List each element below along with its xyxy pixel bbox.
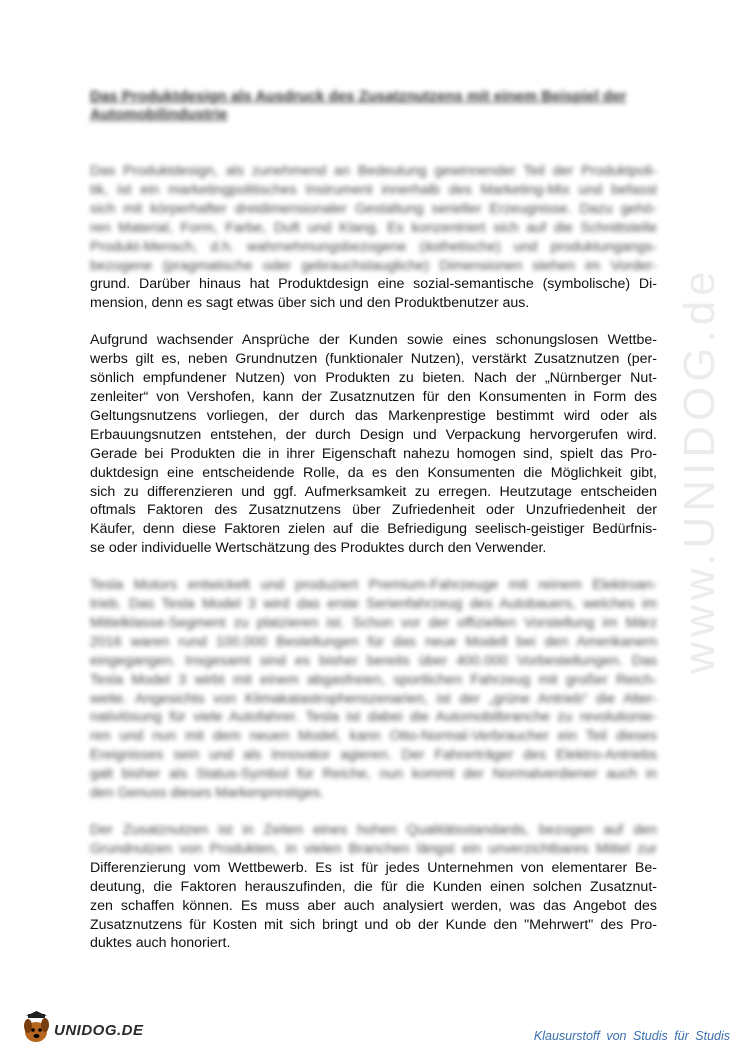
document-title: Das Produktdesign als Ausdruck des Zusatznutzens mit einem Beispiel der Automobilindustrie	[90, 88, 627, 123]
text-line: galt bisher als Status-Symbol für Reiche, nun kommt der Normalverdiener auch in	[90, 766, 657, 783]
unidog-logo[interactable]	[20, 1010, 160, 1046]
paragraph-intro	[90, 162, 657, 313]
text-line: se oder individuelle Wertschätzung des Produktes durch den Verwender.	[90, 540, 547, 557]
paragraph-tesla	[90, 576, 657, 803]
text-line: bezogene (pragmatische oder gebrauchstaugliche) Dimensionen stehen im Vorder-	[90, 257, 657, 274]
dog-mascot-icon	[20, 1010, 56, 1046]
blurred-section	[90, 162, 657, 275]
text-line: nativlösung für viele Autofahrer. Tesla ist dabei die Automobilbranche zu revolutionie-	[90, 709, 657, 726]
text-line: Grundnutzen von Produkten, in vielen Branchen längst ein unverzichtbares Mittel zur	[90, 840, 657, 857]
text-line: deutung, die Faktoren herauszufinden, die für die Kunden einen solchen Zusatznut-	[90, 878, 657, 895]
watermark: www.UNIDOG.de	[675, 266, 724, 674]
text-line: zen schaffen können. Es muss aber auch analysiert werden, was das Angebot des	[90, 897, 657, 914]
text-line: sich zu differenzieren und ggf. Aufmerksamkeit zu erregen. Heutzutage entscheiden	[90, 483, 657, 500]
text-line: Produkt-Mensch, d.h. wahrnehmungsbezogene (ästhetische) und produktungangs-	[90, 238, 657, 255]
text-line: Ereignisses sein und als Innovator agieren. Der Fahrerträger des Elektro-Antriebs	[90, 747, 657, 764]
footer-tagline: Klausurstoff von Studis für Studis	[533, 1029, 730, 1043]
text-line: Mittelklasse-Segment zu platzieren ist. Schon vor der offiziellen Vorstellung im März	[90, 614, 657, 631]
text-line: trieb. Das Tesla Model 3 wird das erste Serienfahrzeug des Autobauers, welches im	[90, 596, 657, 613]
text-line: duktdesign eine entscheidende Rolle, da es den Konsumenten die Möglichkeit gibt,	[90, 464, 657, 481]
text-line: Das Produktdesign, als zunehmend an Bedeutung gewinnender Teil der Produktpoli-	[90, 163, 657, 179]
visible-section	[90, 275, 657, 313]
visible-section	[90, 331, 657, 558]
text-line: oftmals Faktoren des Zusatznutzens über Zufriedenheit oder Unzufriedenheit der	[90, 502, 657, 519]
text-line: weite. Angesichts von Klimakatastrophenszenarien, ist der „grüne Antrieb“ die Alter-	[90, 690, 657, 707]
text-line: Tesla Motors entwickelt und produziert Premium-Fahrzeuge mit reinem Elektroan-	[90, 577, 657, 594]
text-line: duktes auch honoriert.	[90, 935, 231, 952]
blurred-section	[90, 821, 657, 859]
text-line: Gerade bei Produkten die in ihrer Eigenschaft nahezu homogen sind, spielt das Pro-	[90, 445, 657, 462]
text-line: Zusatznutzens für Kosten mit sich bringt und ob der Kunde den "Mehrwert" des Pro-	[90, 916, 657, 933]
text-line: Der Zusatznutzen ist in Zeiten eines hohen Qualitätsstandards, bezogen auf den	[90, 822, 657, 838]
text-line: sönlich empfundener Nutzen) von Produkten zu bieten. Nach der „Nürnberger Nut-	[90, 370, 657, 387]
text-line: ren Material, Form, Farbe, Duft und Klang. Es konzentriert sich auf die Schnittstelle	[90, 219, 657, 236]
text-line: eingegangen. Insgesamt sind es bisher bereits über 400.000 Vorbestellungen. Das	[90, 652, 657, 669]
text-line: zenleiter“ von Vershofen, kann der Zusatznutzen für den Konsumenten in Form des	[90, 388, 657, 405]
text-line: ren und nun mit dem neuen Model, kann Otto-Normal-Verbraucher ein Teil dieses	[90, 728, 657, 745]
text-line: sich mit körperhafter dreidimensionaler Gestaltung serieller Erzeugnisse. Dazu gehö-	[90, 200, 657, 217]
text-line: 2016 waren rund 100.000 Bestellungen für das neue Modell bei den Amerikanern	[90, 633, 657, 650]
text-line: den Genuss dieses Markenprestiges.	[90, 785, 325, 802]
blurred-section	[90, 576, 657, 803]
logo-text: UNIDOG.DE	[54, 1022, 144, 1039]
text-line: mension, denn es sagt etwas über sich und den Produktbenutzer aus.	[90, 295, 530, 312]
paragraph-conclusion	[90, 821, 657, 953]
text-line: Käufer, denn diese Faktoren zielen auf die Befriedigung seelisch-geistiger Bedürfnis-	[90, 521, 657, 538]
text-line: grund. Darüber hinaus hat Produktdesign eine sozial-semantische (symbolische) Di-	[90, 276, 657, 293]
text-line: Differenzierung vom Wettbewerb. Es ist für jedes Unternehmen von elementarer Be-	[90, 859, 657, 876]
document-body	[90, 88, 657, 953]
visible-section	[90, 859, 657, 954]
text-line: Aufgrund wachsender Ansprüche der Kunden sowie eines schonungslosen Wettbe-	[90, 332, 657, 349]
text-line: Geltungsnutzens vorliegen, der durch das Markenprestige bestimmt wird oder als	[90, 407, 657, 424]
text-line: werbs gilt es, neben Grundnutzen (funktionaler Nutzen), verstärkt Zusatznutzen (per-	[90, 351, 657, 368]
text-line: tik, ist ein marketingpolitisches Instrument innerhalb des Marketing-Mix und befasst	[90, 181, 657, 198]
text-line: Erbauungsnutzen entstehen, der durch Design und Verpackung hervorgerufen wird.	[90, 426, 657, 443]
paragraph-zusatznutzen	[90, 331, 657, 558]
text-line: Tesla Model 3 wirbt mit einem abgasfreien, sportlichen Fahrzeug mit großer Reich-	[90, 671, 657, 688]
